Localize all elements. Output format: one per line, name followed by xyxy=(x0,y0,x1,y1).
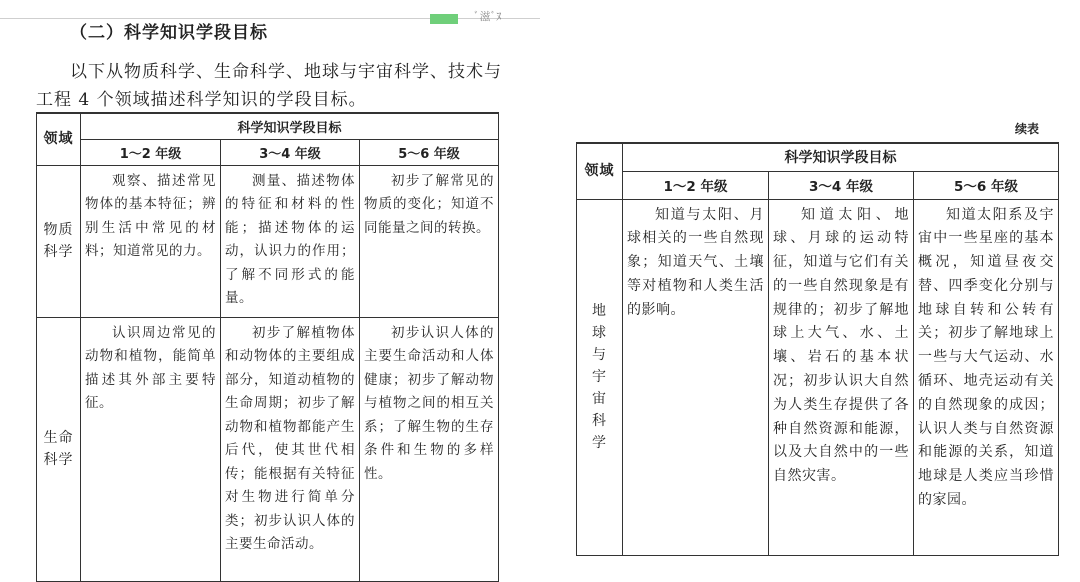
group-header: 科学知识学段目标 xyxy=(623,143,1059,171)
domain-cell-earth-space: 地球与宇宙科学 xyxy=(577,199,623,555)
section-title: （二）科学知识学段目标 xyxy=(70,23,268,43)
grade-header-5-6: 5～6 年级 xyxy=(914,171,1059,199)
knowledge-goals-table xyxy=(36,112,499,582)
domain-cell-matter: 物质科学 xyxy=(37,165,81,317)
knowledge-goals-table-continued xyxy=(576,142,1059,556)
grade-header-3-4: 3～4 年级 xyxy=(221,139,360,165)
domain-header: 领域 xyxy=(577,143,623,199)
goal-cell: 测量、描述物体的特征和材料的性能；描述物体的运动，认识力的作用；了解不同形式的能量。 xyxy=(221,165,360,317)
goal-cell: 观察、描述常见物体的基本特征；辨别生活中常见的材料；知道常见的力。 xyxy=(81,165,221,317)
goal-cell: 知道与太阳、月球相关的一些自然现象；知道天气、土壤等对植物和人类生活的影响。 xyxy=(623,199,769,555)
domain-cell-life: 生命科学 xyxy=(37,317,81,581)
grade-header-3-4: 3～4 年级 xyxy=(769,171,914,199)
intro-paragraph: 以下从物质科学、生命科学、地球与宇宙科学、技术与工程 4 个领域描述科学知识的学段目标。 xyxy=(36,62,502,110)
goal-cell: 初步了解常见的物质的变化；知道不同能量之间的转换。 xyxy=(360,165,499,317)
continued-label: 续表 xyxy=(1015,122,1040,136)
goal-cell: 认识周边常见的动物和植物，能简单描述其外部主要特征。 xyxy=(81,317,221,581)
grade-header-1-2: 1～2 年级 xyxy=(623,171,769,199)
goal-cell: 初步了解植物体和动物体的主要组成部分，知道动植物的生命周期；初步了解动物和植物都能产生后代，使其世代相传；能根据有关特征对生物进行简单分类；初步认识人体的主要生命活动。 xyxy=(221,317,360,581)
green-tab-marker xyxy=(430,14,458,24)
goal-cell: 知道太阳系及宇宙中一些星座的基本概况，知道昼夜交替、四季变化分别与地球自转和公转有关；初步了解地球上一些与大气运动、水循环、地壳运动有关的自然现象的成因；认识人类与自然资源和能源的关系，知道地球是人类应当珍惜的家园。 xyxy=(914,199,1059,555)
domain-header: 领域 xyxy=(37,113,81,165)
grade-header-5-6: 5～6 年级 xyxy=(360,139,499,165)
grade-header-1-2: 1～2 年级 xyxy=(81,139,221,165)
goal-cell: 知道太阳、地球、月球的运动特征，知道与它们有关的一些自然现象是有规律的；初步了解地球上大气、水、土壤、岩石的基本状况；初步认识大自然为人类生存提供了各种自然资源和能源，以及大自然中的一些自然灾害。 xyxy=(769,199,914,555)
corner-text: ﾞ滋ﾞﾇ xyxy=(474,10,502,23)
group-header: 科学知识学段目标 xyxy=(81,113,499,139)
goal-cell: 初步认识人体的主要生命活动和人体健康；初步了解动物与植物之间的相互关系；了解生物的生存条件和生物的多样性。 xyxy=(360,317,499,581)
